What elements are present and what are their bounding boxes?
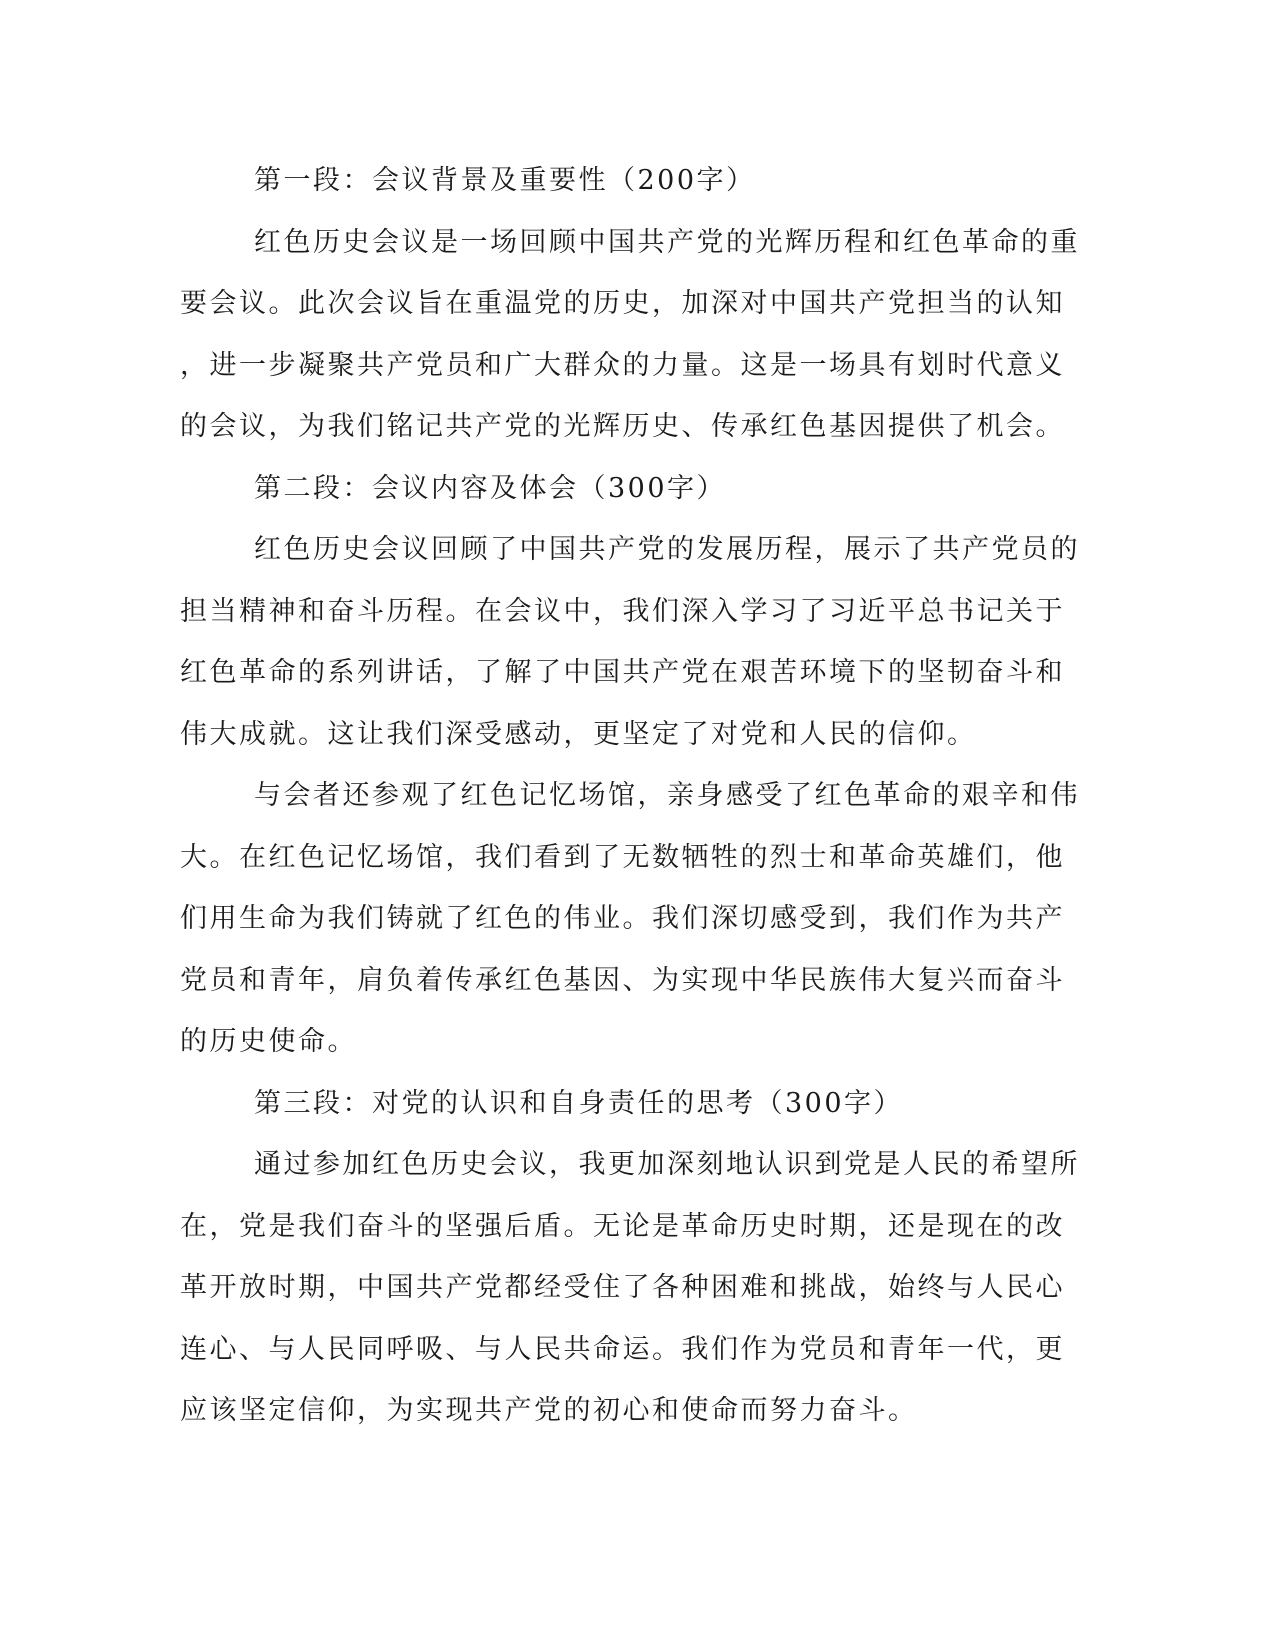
paragraph-line: 与会者还参观了红色记忆场馆，亲身感受了红色革命的艰辛和伟	[254, 780, 1080, 811]
paragraph-line: 连心、与人民同呼吸、与人民共命运。我们作为党员和青年一代，更	[180, 1333, 1065, 1365]
paragraph-line: ，进一步凝聚共产党员和广大群众的力量。这是一场具有划时代意义	[180, 349, 1065, 381]
paragraph-line: 应该坚定信仰，为实现共产党的初心和使命而努力奋斗。	[180, 1395, 918, 1426]
paragraph-line: 在，党是我们奋斗的坚强后盾。无论是革命历史时期，还是现在的改	[180, 1210, 1065, 1242]
paragraph-line: 通过参加红色历史会议，我更加深刻地认识到党是人民的希望所	[254, 1149, 1080, 1180]
paragraph-line: 红色历史会议回顾了中国共产党的发展历程，展示了共产党员的	[254, 534, 1080, 565]
document-page	[180, 150, 1080, 1426]
section-3	[180, 1073, 1080, 1442]
paragraph-line: 红色革命的系列讲话，了解了中国共产党在艰苦环境下的坚韧奋斗和	[180, 657, 1065, 688]
paragraph-line: 的会议，为我们铭记共产党的光辉历史、传承红色基因提供了机会。	[180, 411, 1065, 442]
paragraph-line: 党员和青年，肩负着传承红色基因、为实现中华民族伟大复兴而奋斗	[180, 964, 1065, 996]
paragraph-line: 们用生命为我们铸就了红色的伟业。我们深切感受到，我们作为共产	[180, 903, 1065, 934]
paragraph-line: 大。在红色记忆场馆，我们看到了无数牺牲的烈士和革命英雄们，他	[180, 841, 1065, 873]
paragraph-line: 要会议。此次会议旨在重温党的历史，加深对中国共产党担当的认知	[180, 288, 1065, 319]
paragraph-line: 的历史使命。	[180, 1026, 357, 1057]
section-2	[180, 458, 1080, 1073]
paragraph	[180, 212, 1080, 458]
paragraph-line: 红色历史会议是一场回顾中国共产党的光辉历程和红色革命的重	[254, 226, 1080, 258]
paragraph	[180, 1134, 1080, 1442]
section-heading: 第二段：会议内容及体会（300字）	[254, 472, 727, 504]
section-1	[180, 150, 1080, 458]
section-heading: 第一段：会议背景及重要性（200字）	[254, 165, 756, 196]
paragraph-line: 伟大成就。这让我们深受感动，更坚定了对党和人民的信仰。	[180, 718, 977, 750]
paragraph-line: 担当精神和奋斗历程。在会议中，我们深入学习了习近平总书记关于	[180, 595, 1065, 627]
paragraph-line: 革开放时期，中国共产党都经受住了各种困难和挑战，始终与人民心	[180, 1272, 1065, 1303]
paragraph	[180, 765, 1080, 1073]
section-heading: 第三段：对党的认识和自身责任的思考（300字）	[254, 1087, 904, 1119]
paragraph	[180, 519, 1080, 765]
